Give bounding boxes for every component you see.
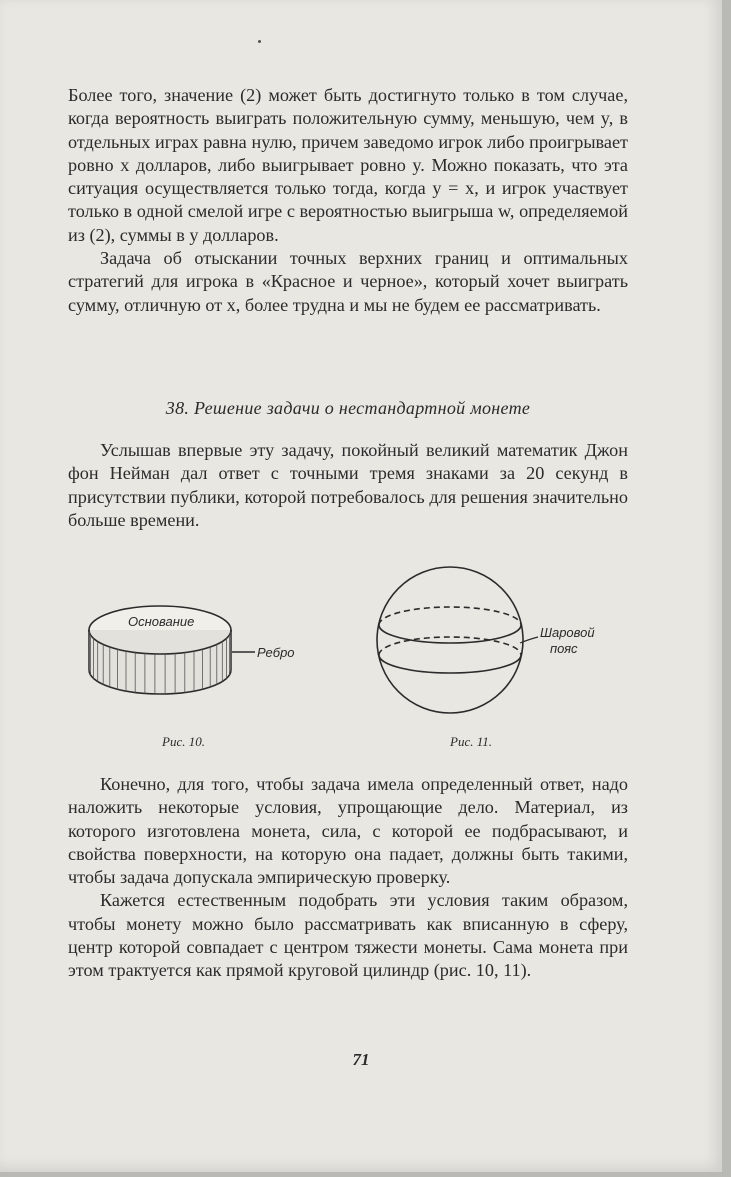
caption-fig10: Рис. 10. [162, 734, 205, 749]
speck [258, 40, 261, 43]
page-number: 71 [352, 1050, 370, 1069]
section-heading: 38. Решение задачи о нестандартной монете [165, 398, 531, 418]
mid-text-block [68, 439, 628, 532]
paragraph-3: Услышав впервые эту задачу, покойный великий математик Джон фон Нейман дал ответ с точными тремя знаками за 20 секунд в присутствии публики, которой потребовалось для решения значительно больше времени. [68, 440, 628, 530]
figure-coin-cylinder [80, 590, 320, 710]
paragraph-2: Задача об отыскании точных верхних границ и оптимальных стратегий для игрока в «Красное и черное», который хочет выиграть сумму, отличную от x, более трудна и мы не будем ее рассматривать. [68, 248, 628, 315]
paragraph-5: Кажется естественным подобрать эти условия таким образом, чтобы монету можно было рассматривать как вписанную в сферу, центр которой совпадает с центром тяжести монеты. Сама монета при этом трактуется как прямой круговой цилиндр (рис. 10, 11). [68, 890, 628, 981]
figure-sphere-belt [370, 565, 630, 725]
caption-fig11: Рис. 11. [450, 734, 492, 749]
paragraph-1: Более того, значение (2) может быть достигнуто только в том случае, когда вероятность выиграть положительную сумму, меньшую, чем y, в отдельных играх равна нулю, причем заведомо игрок либо проигрывает ровно x долларов, либо выигрывает ровно y. Можно показать, что эта ситуация осуществляется только тогда, когда y = x, и игрок участвует только в одной смелой игре с вероятностью выигрыша w, определяемой из (2), суммы в y долларов. [68, 85, 628, 245]
label-edge: Ребро [257, 645, 295, 660]
top-text-block [68, 84, 628, 317]
bottom-text-block [68, 773, 628, 983]
paragraph-4: Конечно, для того, чтобы задача имела определенный ответ, надо наложить некоторые условия, упрощающие дело. Материал, из которого изготовлена монета, сила, с которой ее подбрасывают, и свойства поверхности, на которую она падает, должны быть такими, чтобы задача допускала эмпирическую проверку. [68, 774, 628, 888]
label-base: Основание [128, 614, 195, 629]
label-belt-2: пояс [550, 641, 578, 656]
label-belt-1: Шаровой [540, 625, 595, 640]
